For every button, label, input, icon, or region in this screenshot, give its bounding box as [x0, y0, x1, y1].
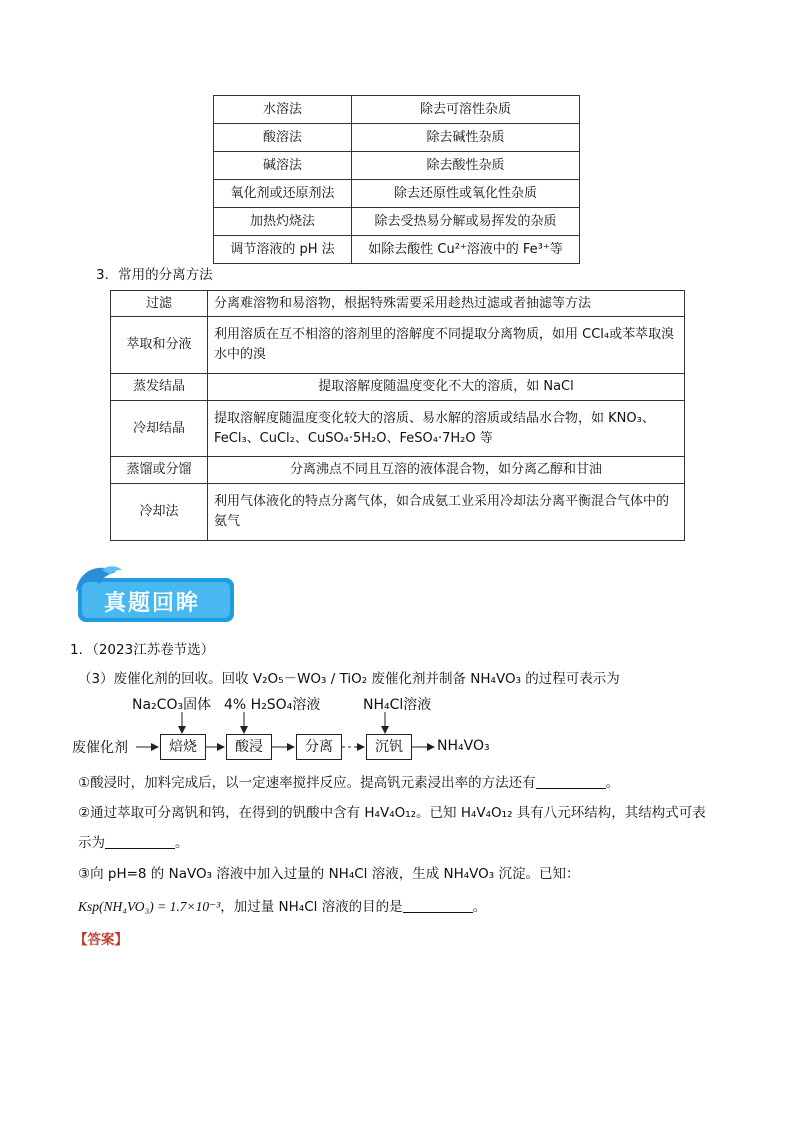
- table-row: [111, 484, 685, 541]
- flow-product: NH₄VO₃: [437, 738, 490, 754]
- method-cell: 氧化剂或还原剂法: [214, 180, 352, 208]
- period: 。: [605, 775, 620, 791]
- table-row: [111, 401, 685, 457]
- purpose-cell: 如除去酸性 Cu²⁺溶液中的 Fe³⁺等: [352, 236, 580, 264]
- desc-cell: 提取溶解度随温度变化较大的溶质、易水解的溶质或结晶水合物，如 KNO₃、FeCl₃、CuCl₂、CuSO₄·5H₂O、FeSO₄·7H₂O 等: [208, 401, 685, 457]
- question-text: ①酸浸时，加料完成后，以一定速率搅拌反应。提高钒元素浸出率的方法还有: [78, 775, 536, 791]
- table-row: [214, 152, 580, 180]
- process-flow-diagram: [72, 690, 552, 770]
- question-text: 示为: [78, 835, 105, 851]
- question-part-c-cont: [78, 895, 486, 915]
- period: 。: [175, 835, 189, 851]
- question-part-b: ②通过萃取可分离钒和钨，在得到的钒酸中含有 H₄V₄O₁₂。已知 H₄V₄O₁₂ 具有八元环结构，其结构式可表: [78, 805, 706, 821]
- answer-blank: [105, 834, 175, 849]
- answer-label: 【答案】: [74, 932, 128, 948]
- method-cell: 萃取和分液: [111, 317, 208, 374]
- flow-step-box: 分离: [296, 734, 342, 760]
- purpose-cell: 除去受热易分解或易挥发的杂质: [352, 208, 580, 236]
- table-row: [111, 457, 685, 484]
- method-cell: 调节溶液的 pH 法: [214, 236, 352, 264]
- separation-methods-table: [110, 290, 685, 541]
- table-row: [111, 317, 685, 374]
- method-cell: 酸溶法: [214, 124, 352, 152]
- method-cell: 过滤: [111, 291, 208, 317]
- period: 。: [472, 899, 487, 915]
- desc-cell: 利用溶质在互不相溶的溶剂里的溶解度不同提取分离物质，如用 CCl₄或苯萃取溴水中的溴: [208, 317, 685, 374]
- method-cell: 碱溶法: [214, 152, 352, 180]
- table-row: [214, 236, 580, 264]
- desc-cell: 提取溶解度随温度变化不大的溶质，如 NaCl: [208, 374, 685, 401]
- purpose-cell: 除去碱性杂质: [352, 124, 580, 152]
- flow-step-box: 酸浸: [226, 734, 272, 760]
- method-cell: 加热灼烧法: [214, 208, 352, 236]
- method-cell: 冷却结晶: [111, 401, 208, 457]
- flow-step-box: 焙烧: [160, 734, 206, 760]
- purpose-cell: 除去还原性或氧化性杂质: [352, 180, 580, 208]
- table-row: [214, 208, 580, 236]
- method-cell: 蒸馏或分馏: [111, 457, 208, 484]
- desc-cell: 利用气体液化的特点分离气体，如合成氨工业采用冷却法分离平衡混合气体中的氨气: [208, 484, 685, 541]
- question-intro: （3）废催化剂的回收。回收 V₂O₅－WO₃ / TiO₂ 废催化剂并制备 NH₄VO₃ 的过程可表示为: [78, 671, 620, 687]
- flow-step-box: 沉钒: [366, 734, 412, 760]
- purpose-cell: 除去酸性杂质: [352, 152, 580, 180]
- flow-start: 废催化剂: [72, 740, 128, 756]
- question-part-b-cont: [78, 831, 189, 851]
- method-cell: 冷却法: [111, 484, 208, 541]
- answer-blank: [403, 898, 473, 913]
- answer-blank: [536, 774, 606, 789]
- desc-cell: 分离难溶物和易溶物，根据特殊需要采用趁热过滤或者抽滤等方法: [208, 291, 685, 317]
- desc-cell: 分离沸点不同且互溶的液体混合物，如分离乙醇和甘油: [208, 457, 685, 484]
- reagent-label: 4% H₂SO₄溶液: [224, 697, 321, 713]
- question-part-a: [78, 771, 619, 791]
- question-part-c: ③向 pH=8 的 NaVO₃ 溶液中加入过量的 NH₄Cl 溶液，生成 NH₄VO₃ 沉淀。已知：: [78, 866, 580, 882]
- purpose-cell: 除去可溶性杂质: [352, 96, 580, 124]
- table-row: [214, 124, 580, 152]
- method-cell: 水溶法: [214, 96, 352, 124]
- table-row: [214, 96, 580, 124]
- ksp-formula: Ksp(NH₄VO₃) = 1.7×10⁻³: [78, 899, 221, 914]
- table-row: [214, 180, 580, 208]
- question-text: ，加过量 NH₄Cl 溶液的目的是: [220, 899, 403, 915]
- section-banner: [72, 562, 237, 628]
- method-cell: 蒸发结晶: [111, 374, 208, 401]
- reagent-label: NH₄Cl溶液: [363, 697, 432, 713]
- impurity-removal-table: [213, 95, 580, 264]
- table-row: [111, 374, 685, 401]
- section-title: 3．常用的分离方法: [96, 267, 213, 283]
- question-source: 1．（2023江苏卷节选）: [70, 642, 215, 658]
- banner-title: 真题回眸: [104, 591, 201, 616]
- table-row: [111, 291, 685, 317]
- reagent-label: Na₂CO₃固体: [132, 697, 212, 713]
